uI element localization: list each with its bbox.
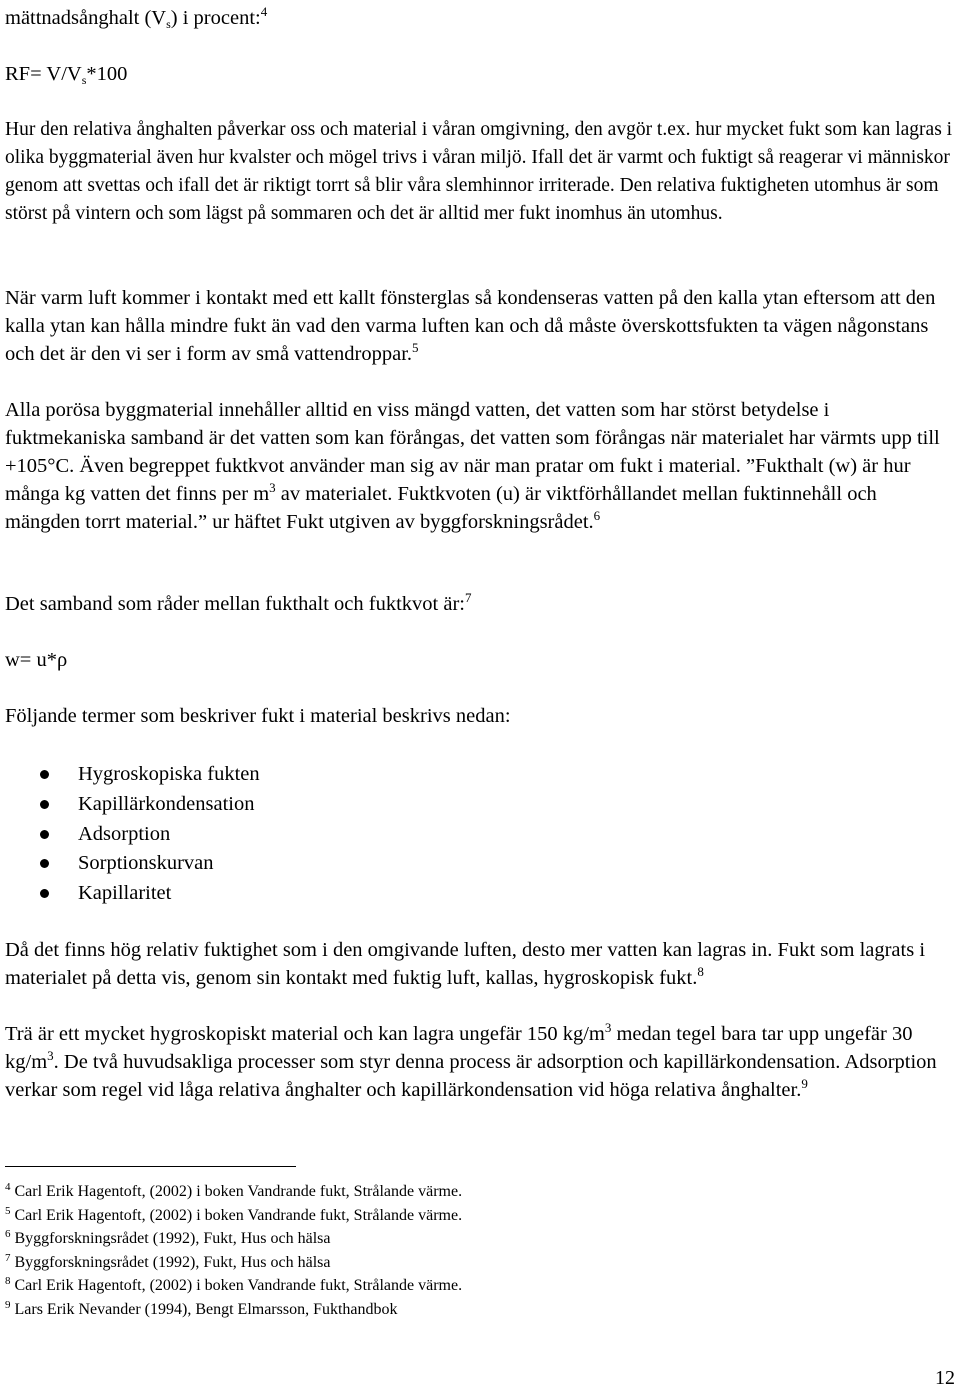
footnote xyxy=(5,1274,462,1298)
footnote-ref: 8 xyxy=(697,964,704,979)
bullet-icon xyxy=(40,770,49,779)
bullet-icon xyxy=(40,800,49,809)
list-item xyxy=(5,820,260,850)
terms-list xyxy=(5,760,260,909)
bullet-icon xyxy=(40,859,49,868)
text: Det samband som råder mellan fukthalt och fuktkvot är: xyxy=(5,593,465,615)
text: *100 xyxy=(86,63,128,85)
subscript: s xyxy=(81,73,87,87)
footnote xyxy=(5,1251,462,1275)
superscript: 3 xyxy=(604,1020,612,1035)
footnote-ref: 4 xyxy=(260,4,268,19)
footnote-ref: 9 xyxy=(801,1076,808,1091)
paragraph-intro xyxy=(5,4,267,32)
text: RF= V/V xyxy=(5,63,82,85)
subscript: s xyxy=(166,17,171,31)
footnote-number: 8 xyxy=(5,1275,11,1287)
page-number: 12 xyxy=(935,1367,955,1389)
list-item xyxy=(5,879,260,909)
footnote-number: 4 xyxy=(5,1181,11,1193)
text: medan tegel bara tar upp ungefär 30 kg/m xyxy=(5,1023,913,1073)
footnote-text: Carl Erik Hagentoft, (2002) i boken Vandrande fukt, Strålande värme. xyxy=(10,1183,463,1200)
text: ) i procent: xyxy=(170,7,261,29)
footnote-number: 9 xyxy=(5,1298,11,1311)
footnote-number: 7 xyxy=(5,1251,11,1264)
footnote-ref: 5 xyxy=(412,340,419,355)
paragraph-relationship xyxy=(5,590,471,618)
list-item-label: Sorptionskurvan xyxy=(78,852,214,875)
text: Alla porösa byggmaterial innehåller alltid en viss mängd vatten, det vatten som har störst betydelse i fuktmekaniska samband är det vatten som kan förångas, det vatten som förångas när materialet har värmts upp till +105°C. Även begreppet fuktkvot använder man sig av när man pratar om fukt i material. ”Fukthalt (w) är hur många kg vatten det finns per m xyxy=(5,399,940,505)
paragraph-terms-intro: Följande termer som beskriver fukt i material beskrivs nedan: xyxy=(5,705,511,727)
text: mättnadsånghalt (V xyxy=(5,7,167,29)
paragraph-condensation xyxy=(5,284,955,368)
footnote xyxy=(5,1180,462,1204)
paragraph-relative-humidity xyxy=(5,116,955,228)
footnote-text: Byggforskningsrådet (1992), Fukt, Hus och hälsa xyxy=(10,1230,331,1247)
list-item-label: Kapillärkondensation xyxy=(78,792,255,815)
text: När varm luft kommer i kontakt med ett kallt fönsterglas så kondenseras vatten på den kalla ytan eftersom att den kalla ytan kan hålla mindre fukt än vad den varma luften kan och då måste överskottsfukten ta vägen någonstans och det är den vi ser i form av små vattendroppar. xyxy=(5,287,936,365)
bullet-icon xyxy=(40,889,49,898)
superscript: 3 xyxy=(47,1048,54,1063)
footnote-ref: 7 xyxy=(464,590,472,605)
footnote xyxy=(5,1204,462,1228)
footnote-text: Carl Erik Hagentoft, (2002) i boken Vandrande fukt, Strålande värme. xyxy=(10,1206,463,1224)
footnote-text: Lars Erik Nevander (1994), Bengt Elmarsson, Fukthandbok xyxy=(10,1300,398,1318)
list-item-label: Hygroskopiska fukten xyxy=(78,763,260,785)
footnote-number: 6 xyxy=(5,1228,11,1240)
paragraph-hygroscopic xyxy=(5,936,955,992)
footnote-number: 5 xyxy=(5,1204,11,1217)
paragraph-porous-materials xyxy=(5,396,955,536)
text: av materialet. Fuktkvoten (u) är viktförhållandet mellan fuktinnehåll och mängden torrt material.” ur häftet Fukt utgiven av byggforskningsrådet. xyxy=(5,483,877,533)
footnote-divider xyxy=(5,1166,296,1167)
footnote-text: Carl Erik Hagentoft, (2002) i boken Vandrande fukt, Strålande värme. xyxy=(10,1277,463,1294)
footnotes xyxy=(5,1180,462,1321)
formula-rf xyxy=(5,60,127,88)
footnote xyxy=(5,1227,462,1251)
text: Hur den relativa ånghalten påverkar oss och material i våran omgivning, den avgör t.ex. hur mycket fukt som kan lagras i olika byggmaterial även hur kvalster och mögel trivs i våran miljö. Ifall det är varmt och fuktigt så reagerar vi människor genom att svettas och ifall det är riktigt torrt så blir våra slemhinnor irriterade. Den relativa fuktigheten utomhus är som störst på vintern och som lägst på sommaren och det är alltid mer fukt inomhus än utomhus. xyxy=(5,119,953,224)
bullet-icon xyxy=(40,830,49,839)
footnote xyxy=(5,1298,462,1322)
list-item-label: Adsorption xyxy=(78,822,171,845)
superscript: 3 xyxy=(269,480,276,495)
text: . De två huvudsakliga processer som styr denna process är adsorption och kapillärkondensation. Adsorption verkar som regel vid låga relativa ånghalter och kapillärkondensation vid höga relativa ånghalter. xyxy=(5,1051,937,1101)
list-item xyxy=(5,790,260,820)
text: Då det finns hög relativ fuktighet som i den omgivande luften, desto mer vatten kan lagras in. Fukt som lagrats i materialet på detta vis, genom sin kontakt med fuktig luft, kallas, hygroskopisk fukt. xyxy=(5,939,926,989)
list-item xyxy=(5,760,260,790)
footnote-ref: 6 xyxy=(593,508,601,523)
list-item xyxy=(5,849,260,879)
paragraph-wood-brick xyxy=(5,1020,955,1104)
text: Trä är ett mycket hygroskopiskt material och kan lagra ungefär 150 kg/m xyxy=(5,1023,605,1045)
list-item-label: Kapillaritet xyxy=(78,882,172,905)
footnote-text: Byggforskningsrådet (1992), Fukt, Hus och hälsa xyxy=(10,1253,331,1271)
formula-w: w= u*ρ xyxy=(5,649,68,671)
